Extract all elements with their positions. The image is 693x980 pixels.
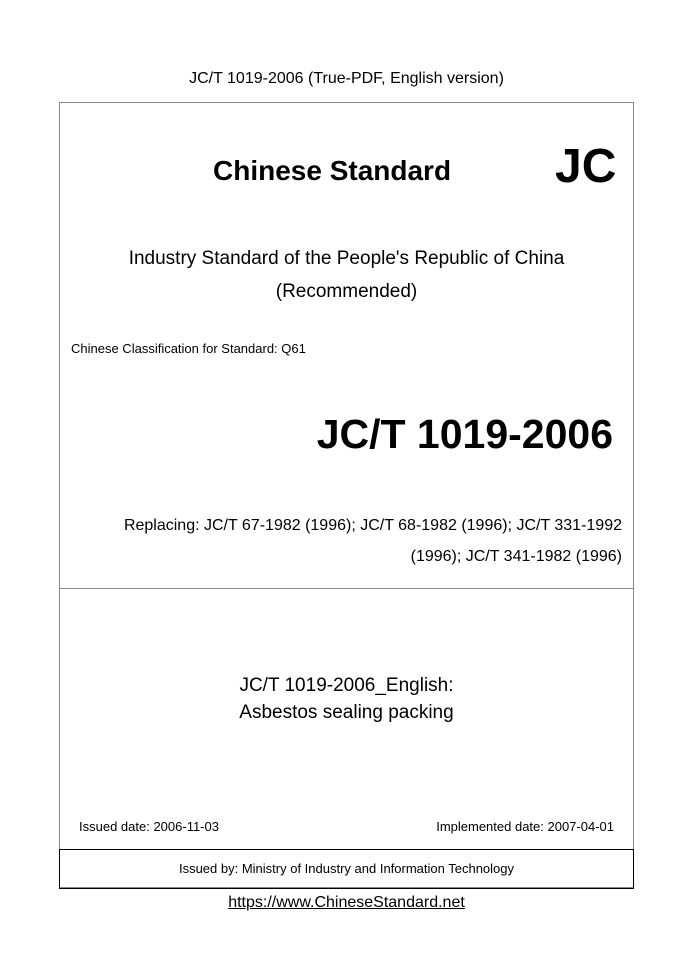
industry-line: Industry Standard of the People's Republic of China: [128, 248, 565, 269]
issuer-box: [59, 849, 634, 889]
document-title-line-2: Asbestos sealing packing: [239, 702, 454, 723]
standard-number: JC/T 1019-2006: [316, 411, 613, 457]
page-header-title: JC/T 1019-2006 (True-PDF, English version): [189, 70, 504, 87]
website-link[interactable]: https://www.ChineseStandard.net: [228, 894, 465, 911]
implemented-date: Implemented date: 2007-04-01: [436, 819, 614, 834]
recommended-label: (Recommended): [275, 281, 418, 302]
cover-section-document: [60, 589, 633, 849]
issued-date: Issued date: 2006-11-03: [79, 819, 219, 834]
standard-title: Chinese Standard: [213, 155, 452, 186]
classification-label: Chinese Classification for Standard: Q61: [71, 341, 306, 356]
document-title-line-1: JC/T 1019-2006_English:: [239, 675, 454, 696]
cover-frame: [59, 102, 634, 888]
standard-code: JC: [555, 140, 617, 193]
replacing-line-1: Replacing: JC/T 67-1982 (1996); JC/T 68-1982 (1996); JC/T 331-1992: [123, 517, 622, 534]
cover-section-standard: [60, 103, 633, 589]
replacing-line-2: (1996); JC/T 341-1982 (1996): [410, 548, 622, 565]
issuer-label: Issued by: Ministry of Industry and Information Technology: [178, 861, 515, 876]
